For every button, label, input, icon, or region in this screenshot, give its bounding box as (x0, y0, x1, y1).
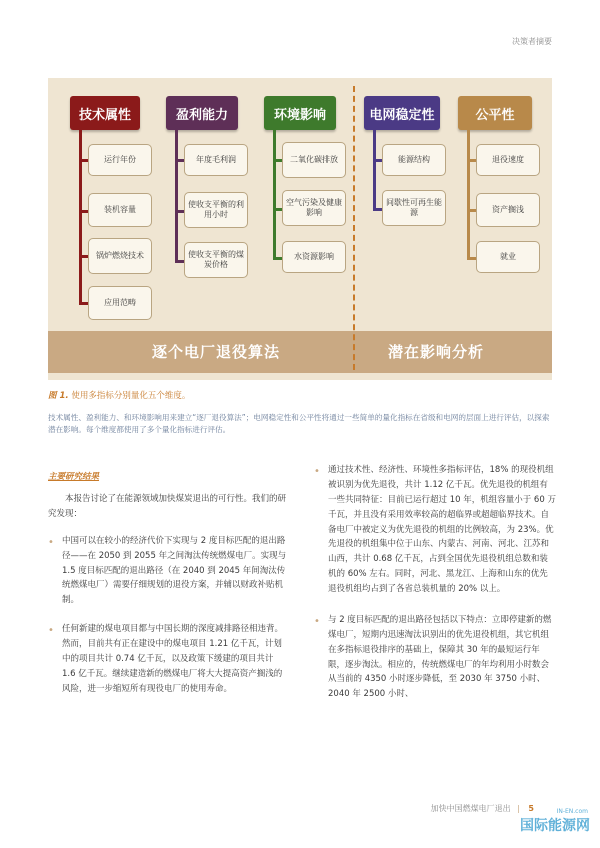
five-dimensions-diagram (48, 78, 552, 380)
connector (373, 130, 376, 210)
category-fairness: 公平性 (458, 96, 532, 130)
band-title-algorithm: 逐个电厂退役算法 (152, 343, 281, 361)
page-number: 5 (528, 804, 534, 813)
indicator-retirement-speed: 退役速度 (476, 144, 540, 176)
connector (175, 130, 178, 262)
finding-bullet: • 中国可以在较小的经济代价下实现与 2 度目标匹配的退出路径——在 2050 到 2055 年之间淘汰传统燃煤电厂。实现与 1.5 度目标匹配的退出路径（在 2040 到 2045 年间淘汰传统燃煤电厂）需要仔细规划的退役方案，并辅以财政补贴机制。 (48, 534, 288, 608)
watermark-site: IN-EN.com (556, 808, 588, 815)
finding-bullet: • 通过技术性、经济性、环境性多指标评估，18% 的现役机组被识别为优先退役，共计 1.12 亿千瓦。优先退役的机组有一些共同特征：目前已运行超过 10 年，机组容量小于 60 万千瓦，并且没有采用效率较高的超临界或超超临界技术。自备电厂中被定义为优先退役的机组的比例较高，为 23%。优先退役的机组集中位于山东、内蒙古、河南、河北、江苏和山西，共计 0.68 亿千瓦，占到全国优先退役机组总数和装机的 60% 左右。同时，河北、黑龙江、上海和山东的优先退役机组均占到了各省总装机量的 20% 以上。 (314, 463, 556, 597)
indicator-breakeven-coal-price: 使收支平衡的煤炭价格 (184, 242, 248, 278)
category-grid-stability: 电网稳定性 (364, 96, 440, 130)
figure-note: 技术属性、盈利能力、和环境影响用来建立“逐厂退役算法”；电网稳定性和公平性将通过一些简单的量化指标在省级和电网的层面上进行评估，以探索潜在影响。每个维度都使用了多个量化指标进行评估。 (48, 413, 550, 434)
footer-title: 加快中国燃煤电厂退出 (430, 804, 511, 813)
indicator-energy-mix: 能源结构 (382, 144, 446, 176)
section-title-key-findings: 主要研究结果 (48, 472, 100, 482)
connector (79, 255, 88, 258)
findings-intro: 本报告讨论了在能源领域加快煤炭退出的可行性。我们的研究发现： (48, 494, 287, 519)
left-column (48, 492, 288, 711)
right-column (314, 463, 556, 716)
figure-label: 图 1. (48, 391, 69, 401)
indicator-intermittent-renewables: 间歇性可再生能源 (382, 190, 446, 226)
connector (273, 208, 282, 211)
connector (79, 210, 88, 213)
indicator-air-pollution-health: 空气污染及健康影响 (282, 190, 346, 226)
connector (273, 159, 282, 162)
connector (373, 159, 382, 162)
figure-caption-text: 使用多指标分别量化五个维度。 (71, 391, 191, 401)
connector (79, 159, 88, 162)
indicator-stranded-assets: 资产搁浅 (476, 193, 540, 227)
page-footer: 加快中国燃煤电厂退出 | 5 (430, 804, 534, 813)
connector (467, 159, 476, 162)
indicator-breakeven-hours: 使收支平衡的利用小时 (184, 192, 248, 228)
figure-caption (48, 389, 190, 401)
watermark-logo: 国际能源网 (520, 818, 590, 834)
indicator-capacity: 装机容量 (88, 193, 152, 227)
category-profitability: 盈利能力 (166, 96, 238, 130)
category-environment: 环境影响 (264, 96, 336, 130)
band-title-impact: 潜在影响分析 (388, 343, 485, 361)
connector (373, 208, 382, 211)
indicator-application-scope: 应用范畴 (88, 286, 152, 320)
connector (467, 130, 470, 260)
dashed-divider (353, 86, 355, 370)
connector (467, 209, 476, 212)
indicator-co2-emissions: 二氧化碳排放 (282, 142, 346, 178)
connector (175, 159, 184, 162)
connector (79, 302, 88, 305)
indicator-gross-profit: 年度毛利润 (184, 144, 248, 176)
indicator-employment: 就业 (476, 241, 540, 273)
connector (467, 257, 476, 260)
finding-bullet: • 与 2 度目标匹配的退出路径包括以下特点：立即停建新的燃煤电厂，短期内迅速淘汰识别出的优先退役机组，其它机组在多指标退役排序的基础上，保障其 30 年的最短运行年限，逐步淘汰。相应的，传统燃煤电厂的年均利用小时数会从当前的 4350 小时逐步降低，至 2030 年 3750 小时、2040 年 2500 小时、 (314, 613, 556, 702)
header-section-tag: 决策者摘要 (512, 37, 552, 46)
indicator-water-impact: 水资源影响 (282, 241, 346, 273)
connector (175, 260, 184, 263)
connector (175, 210, 184, 213)
category-technical: 技术属性 (70, 96, 140, 130)
indicator-boiler-technology: 锅炉燃烧技术 (88, 238, 152, 274)
connector (273, 130, 276, 260)
indicator-operating-years: 运行年份 (88, 144, 152, 176)
connector (79, 130, 82, 303)
connector (273, 257, 282, 260)
finding-bullet: • 任何新建的煤电项目都与中国长期的深度减排路径相违背。然而，目前共有正在建设中的煤电项目 1.21 亿千瓦，计划中的项目共计 0.74 亿千瓦，以及政策下缓建的项目共计 1.6 亿千瓦。继续建造新的燃煤电厂将大大提高资产搁浅的风险，进一步缩短所有现役电厂的使用寿命。 (48, 622, 288, 696)
